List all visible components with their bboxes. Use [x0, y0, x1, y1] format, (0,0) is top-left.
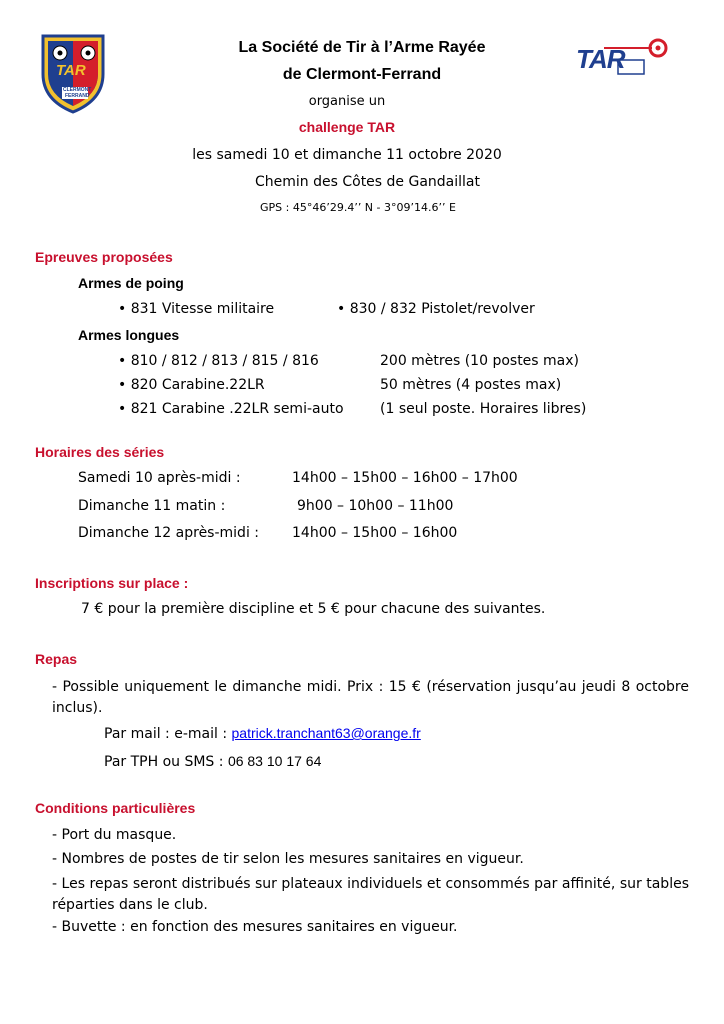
shield-logo-text: TAR [56, 62, 86, 79]
horaires-day: Dimanche 12 après-midi : [78, 525, 260, 541]
longues-item-name: • 810 / 812 / 813 / 815 / 816 [118, 353, 319, 369]
conditions-item: - Port du masque. [52, 827, 177, 843]
title-line-1: La Société de Tir à l’Arme Rayée [238, 39, 486, 56]
organise-text: organise un [308, 94, 386, 109]
conditions-heading: Conditions particulières [35, 800, 196, 816]
repas-text: - Possible uniquement le dimanche midi. Prix : 15 € (réservation jusqu’au jeudi 8 octobre inclus). [52, 679, 689, 716]
gps-coordinates: GPS : 45°46’29.4’’ N - 3°09’14.6’’ E [260, 201, 456, 214]
repas-mail-line [104, 725, 421, 742]
event-place: Chemin des Côtes de Gandaillat [255, 174, 480, 190]
inscriptions-text: 7 € pour la première discipline et 5 € pour chacune des suivantes. [81, 601, 546, 617]
email-link[interactable]: patrick.tranchant63@orange.fr [231, 725, 421, 741]
title-line-2: de Clermont-Ferrand [282, 66, 442, 83]
horaires-day: Dimanche 11 matin : [78, 498, 226, 514]
phone-number: 06 83 10 17 64 [227, 753, 322, 769]
horaires-day: Samedi 10 après-midi : [78, 470, 241, 486]
epreuves-heading: Epreuves proposées [35, 249, 173, 265]
horaires-times: 14h00 – 15h00 – 16h00 [292, 525, 458, 541]
horaires-times: 9h00 – 10h00 – 11h00 [297, 498, 454, 514]
poing-item: • 831 Vitesse militaire [118, 301, 275, 317]
longues-item-detail: (1 seul poste. Horaires libres) [380, 401, 587, 417]
tar-logo-text: TAR [576, 44, 625, 74]
event-dates: les samedi 10 et dimanche 11 octobre 2020 [192, 147, 502, 163]
horaires-times: 14h00 – 15h00 – 16h00 – 17h00 [292, 470, 518, 486]
horaires-heading: Horaires des séries [35, 444, 165, 460]
longues-item-name: • 820 Carabine.22LR [118, 377, 265, 393]
longues-item-detail: 200 mètres (10 postes max) [380, 353, 580, 369]
longues-item-name: • 821 Carabine .22LR semi-auto [118, 401, 344, 417]
conditions-item: - Les repas seront distribués sur plateaux individuels et consommés par affinité, sur tables réparties dans le club. [52, 876, 689, 913]
poing-item: • 830 / 832 Pistolet/revolver [337, 301, 535, 317]
repas-heading: Repas [35, 651, 78, 667]
repas-phone-line [104, 753, 321, 770]
conditions-item: - Buvette : en fonction des mesures sanitaires en vigueur. [52, 919, 458, 935]
conditions-item: - Nombres de postes de tir selon les mesures sanitaires en vigueur. [52, 851, 524, 867]
shield-logo-sub2: FERRAND [65, 93, 90, 99]
armes-longues-heading: Armes longues [78, 327, 180, 343]
inscriptions-heading: Inscriptions sur place : [35, 575, 189, 591]
phone-label: Par TPH ou SMS : [104, 754, 228, 770]
event-name: challenge TAR [298, 119, 396, 135]
shield-logo-sub1: CLERMONT [63, 87, 92, 93]
longues-item-detail: 50 mètres (4 postes max) [380, 377, 562, 393]
mail-label: Par mail : e-mail : [104, 726, 232, 742]
armes-poing-heading: Armes de poing [78, 275, 184, 291]
